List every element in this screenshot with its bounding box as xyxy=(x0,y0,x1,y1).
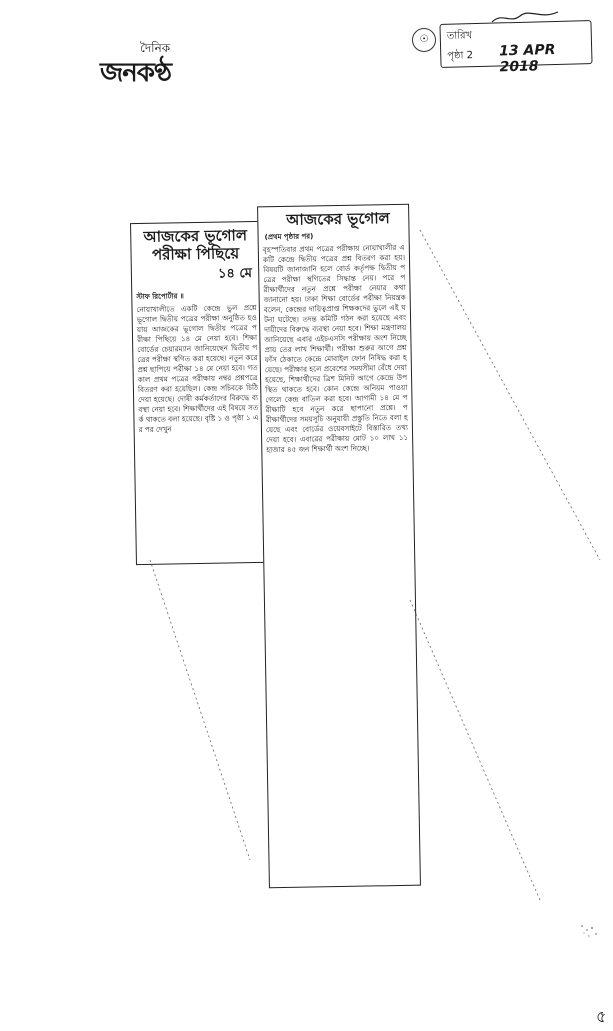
masthead-subtitle: দৈনিক xyxy=(140,41,171,55)
stamp-date-value: 13 APR 2018 xyxy=(498,41,556,76)
clipping-large xyxy=(257,204,421,889)
newspaper-masthead: জনকণ্ঠ xyxy=(100,58,171,88)
clipping-small-body: নোয়াখালীতে একটি কেন্দ্রে ভুল প্রশ্নে ভূগোল দ্বিতীয় পত্রের পরীক্ষা অনুষ্ঠিত হওয়ায় আজকের ভূগোল দ্বিতীয় পত্রের পরীক্ষা পিছিয়ে ১৪ মে নেয়া হবে। শিক্ষা বোর্ডের চেয়ারম্যান জানিয়েছেন দ্বিতীয় পত্রের পরীক্ষা স্থগিত করা হয়েছে। নতুন করে প্রশ্ন ছাপিয়ে পরীক্ষা ১৪ মে নেয়া হবে। গতকাল প্রথম পত্রের পরীক্ষায় নম্বর প্রশ্নপত্রে বিতরণ করা হয়েছিল। কেন্দ্র সচিবকে চিঠি দেয়া হয়েছে। দোষী কর্মকর্তাদের বিরুদ্ধে ব্যবস্থা নেয়া হবে। শিক্ষার্থীদের এই বিষয়ে সতর্ক থাকতে বলা হয়েছে। বৃষ্টি ১ ও পৃষ্ঠা ১ এর পর দেখুন xyxy=(136,302,259,435)
clipping-large-headline: আজকের ভূগোল xyxy=(286,209,390,229)
stamp-page-value: 2 xyxy=(466,50,474,62)
clipping-small-date: ১৪ মে xyxy=(217,266,253,282)
clipping-large-byline: (প্রথম পৃষ্ঠার পর) xyxy=(264,232,314,242)
clipping-large-body: বৃহস্পতিবার প্রথম পত্রের পরীক্ষায় নোয়াখালীর একটি কেন্দ্রে দ্বিতীয় পত্রের প্রশ্ন বিতরণ করা হয়। বিষয়টি জানাজানি হলে বোর্ড কর্তৃপক্ষ দ্বিতীয় পত্রের পরীক্ষা স্থগিতের সিদ্ধান্ত নেয়। পরে পরীক্ষার্থীদের নতুন প্রশ্নে পরীক্ষা নেয়ার কথা জানানো হয়। ঢাকা শিক্ষা বোর্ডের পরীক্ষা নিয়ন্ত্রক বলেন, কেন্দ্রের দায়িত্বপ্রাপ্ত শিক্ষকদের ভুলে এই ঘটনা ঘটেছে। তদন্ত কমিটি গঠন করা হয়েছে এবং দায়ীদের বিরুদ্ধে ব্যবস্থা নেয়া হবে। শিক্ষা মন্ত্রণালয় জানিয়েছে এবার এইচএসসি পরীক্ষায় অংশ নিচ্ছে প্রায় তের লাখ শিক্ষার্থী। পরীক্ষা শুরুর আগে প্রশ্ন ফাঁস ঠেকাতে কেন্দ্রে মোবাইল ফোন নিষিদ্ধ করা হয়েছে। পরীক্ষার হলে প্রবেশের সময়সীমা বেঁধে দেয়া হয়েছে, শিক্ষার্থীদের ত্রিশ মিনিট আগে কেন্দ্রে উপস্থিত থাকতে হবে। কোন কেন্দ্রে অনিয়ম পাওয়া গেলে কেন্দ্র বাতিল করা হবে। আগামী ১৪ মে পরীক্ষাটি হবে নতুন করে ছাপানো প্রশ্নে। পরীক্ষার্থীদের সময়সূচি অনুযায়ী প্রস্তুতি নিতে বলা হয়েছে এবং বোর্ডের ওয়েবসাইটে বিস্তারিত তথ্য দেয়া হবে। এবারের পরীক্ষায় মোট ১০ লাখ ১১ হাজার ৪৫ জন শিক্ষার্থী অংশ নিচ্ছে। xyxy=(262,242,409,455)
stamp-date-label: তারিখ xyxy=(446,30,473,42)
scan-speck xyxy=(578,920,600,942)
clipping-small-byline: স্টাফ রিপোর্টার ॥ xyxy=(136,292,184,302)
library-seal-icon: ☉ xyxy=(412,28,436,52)
stamp-page-label: পৃষ্ঠা xyxy=(447,50,464,62)
date-stamp xyxy=(439,20,592,76)
page-corner-mark: ৫ xyxy=(596,1007,607,1026)
clipping-small-headline: আজকের ভূগোল পরীক্ষা পিছিয়ে xyxy=(143,226,248,264)
clipping-small xyxy=(130,221,266,565)
stamp-signature xyxy=(490,10,560,26)
